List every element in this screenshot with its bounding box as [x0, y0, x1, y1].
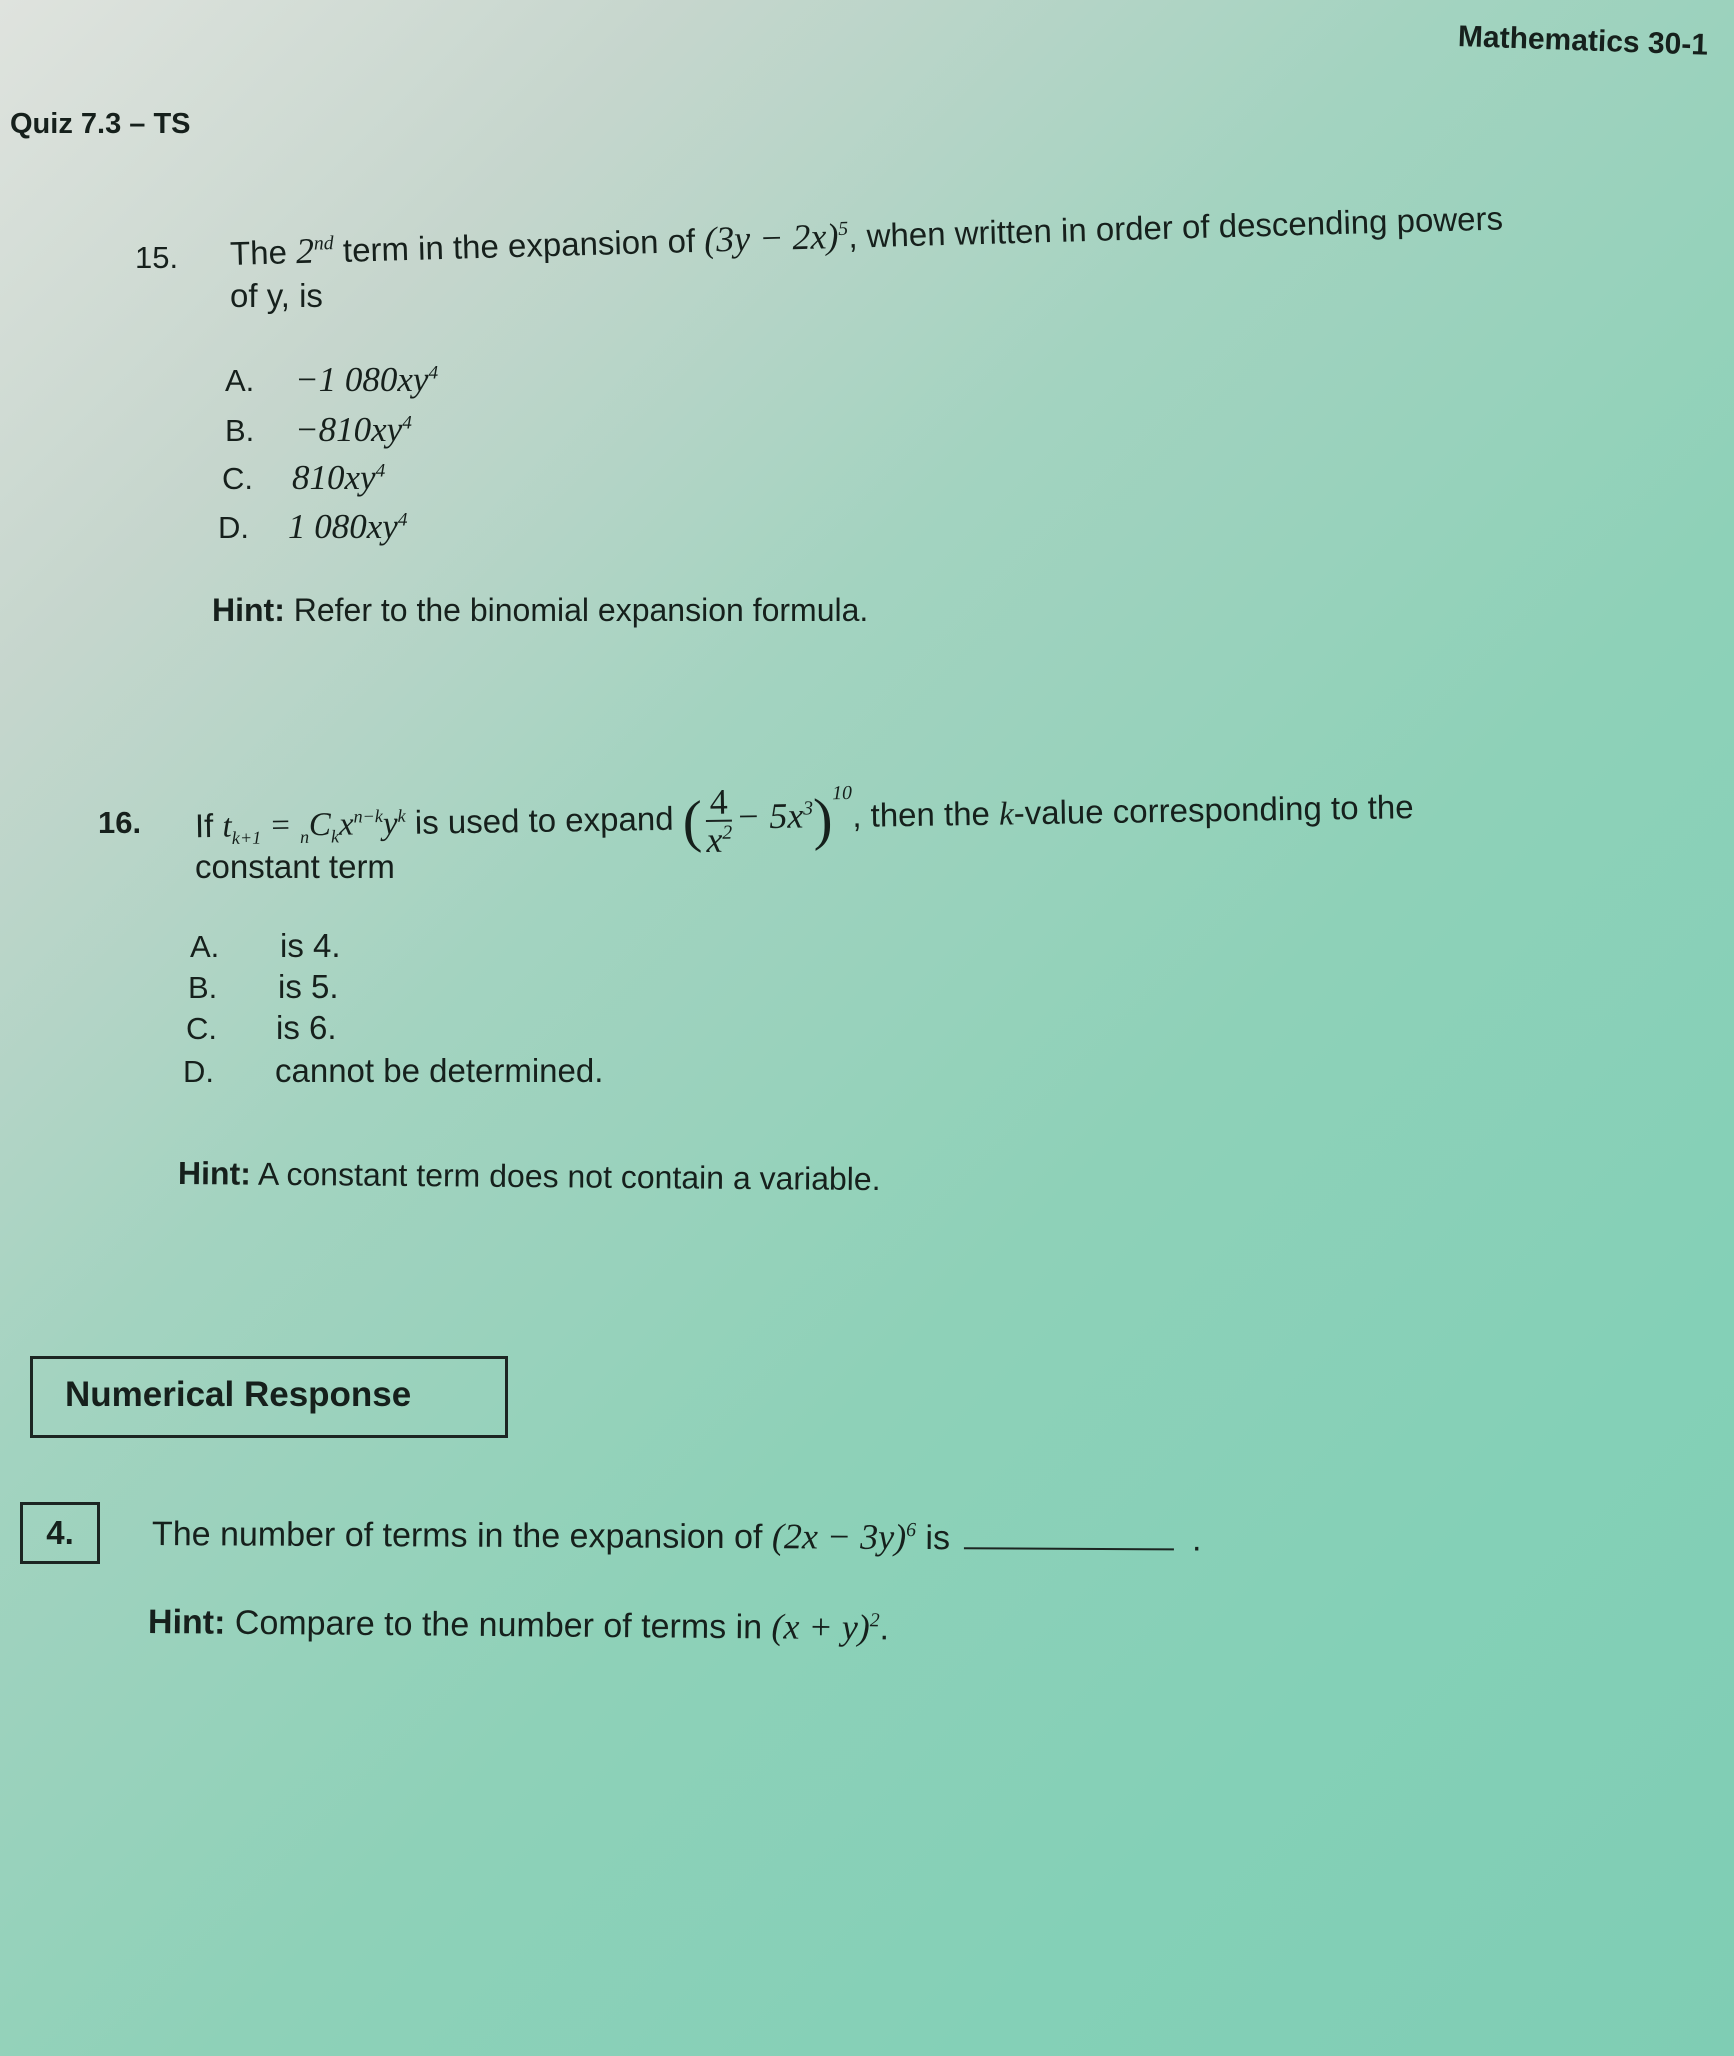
nr-text-is: is: [925, 1519, 951, 1558]
hint-text: A constant term does not contain a variable.: [257, 1155, 881, 1198]
q15-ordinal: [295, 230, 334, 271]
hint-label: Hint:: [212, 592, 285, 628]
formula-sub: k+1: [231, 827, 262, 849]
fraction-numerator: 4: [705, 784, 732, 822]
q15-choice-a[interactable]: [225, 360, 438, 400]
choice-text: is 4.: [280, 927, 341, 964]
nr-expr-base: (2x − 3y): [771, 1516, 907, 1557]
formula-y: y: [382, 806, 398, 843]
q16-choice-a[interactable]: [190, 927, 341, 965]
choice-value-base: 810xy: [292, 458, 376, 497]
hint-label: Hint:: [147, 1603, 226, 1642]
q16-choice-b[interactable]: [188, 968, 339, 1006]
choice-letter: A.: [225, 363, 255, 398]
course-title: Mathematics 30-1: [1457, 20, 1709, 62]
q15-text-after: , when written in order of descending powers: [847, 199, 1504, 255]
formula-equals: =: [260, 807, 301, 845]
q16-hint: [178, 1155, 881, 1198]
formula-yexp: k: [397, 805, 406, 827]
outer-exp: 10: [831, 782, 853, 805]
choice-value-base: 1 080xy: [288, 507, 398, 546]
choice-letter: C.: [186, 1011, 217, 1046]
q15-ordinal-number: 2: [295, 230, 315, 272]
q16-choice-c[interactable]: [186, 1009, 337, 1047]
formula-c: C: [308, 807, 332, 844]
nr-expr-exp: 6: [906, 1518, 917, 1542]
choice-letter: B.: [225, 413, 255, 448]
choice-value-exp: 4: [375, 460, 386, 482]
choice-text: is 5.: [278, 968, 339, 1005]
choice-value-base: −1 080xy: [295, 360, 429, 399]
q16-expression: [682, 781, 853, 860]
q16-stem-line2: constant term: [195, 848, 395, 885]
denominator-exp: 2: [722, 821, 733, 844]
choice-value: [295, 410, 412, 449]
q15-stem-line1: [229, 196, 1503, 274]
choice-value-exp: 4: [428, 362, 439, 384]
choice-value: [292, 458, 385, 497]
choice-letter: D.: [183, 1054, 214, 1089]
q15-expression: [704, 216, 849, 260]
formula-ck: k: [330, 826, 340, 847]
q15-choice-c[interactable]: [222, 458, 385, 498]
minus-term-exp: 3: [802, 797, 814, 820]
formula-n: n: [299, 827, 310, 848]
choice-value-exp: 4: [397, 509, 408, 531]
nr-period: .: [1191, 1520, 1202, 1559]
q16-text-after: , then the: [851, 794, 991, 834]
hint-text: Refer to the binomial expansion formula.: [293, 592, 869, 628]
open-paren: (: [682, 788, 703, 854]
formula-t: t: [222, 808, 232, 845]
quiz-title: Quiz 7.3 – TS: [10, 108, 191, 140]
q15-number: 15.: [135, 240, 179, 275]
denominator-base: x: [706, 819, 723, 860]
answer-blank[interactable]: [964, 1547, 1174, 1550]
q15-choice-b[interactable]: [225, 410, 412, 450]
hint-label: Hint:: [177, 1155, 252, 1192]
q16-text-if: If: [194, 806, 214, 845]
hint-text: Compare to the number of terms in: [234, 1603, 763, 1647]
nr-expression: [772, 1516, 916, 1557]
q15-text-mid: term in the expansion of: [342, 222, 696, 269]
q15-choice-d[interactable]: [218, 507, 407, 547]
q16-k-var: k: [998, 796, 1014, 833]
minus-term: − 5x: [735, 795, 804, 837]
formula-xexp: n−k: [353, 806, 384, 827]
choice-letter: D.: [218, 510, 249, 545]
close-paren: ): [812, 786, 834, 852]
choice-value-base: −810xy: [295, 410, 403, 449]
q16-formula: [222, 805, 406, 849]
hint-expr-exp: 2: [869, 1609, 880, 1632]
choice-value-exp: 4: [402, 412, 412, 434]
hint-expression: [771, 1606, 879, 1647]
q15-text-before: The: [229, 233, 288, 272]
nr-question: [152, 1512, 1202, 1559]
hint-expr-base: (x + y): [771, 1606, 870, 1648]
formula-x: x: [338, 806, 354, 844]
q15-stem-line2: of y, is: [230, 277, 323, 314]
choice-letter: B.: [188, 970, 218, 1005]
choice-text: is 6.: [276, 1009, 337, 1046]
fraction-denominator: [706, 819, 733, 860]
q16-text-end: -value corresponding to the: [1013, 788, 1414, 832]
choice-value: [288, 507, 407, 546]
choice-text: cannot be determined.: [275, 1052, 604, 1089]
q16-number: 16.: [98, 805, 142, 840]
q16-text-mid: is used to expand: [414, 799, 674, 841]
numerical-response-heading: Numerical Response: [65, 1375, 412, 1414]
nr-text: The number of terms in the expansion of: [151, 1515, 763, 1557]
nr-hint: [148, 1600, 889, 1648]
q16-choice-d[interactable]: [183, 1052, 603, 1090]
hint-period: .: [879, 1609, 890, 1648]
choice-value: [295, 360, 438, 399]
nr-question-number: 4.: [20, 1502, 100, 1564]
fraction: [705, 781, 733, 860]
q15-ordinal-sup: nd: [313, 232, 334, 255]
choice-letter: A.: [190, 929, 220, 964]
numerical-response-header: [30, 1356, 508, 1438]
q15-expr-exp: 5: [837, 217, 849, 241]
q15-expr-base: (3y − 2x): [703, 216, 839, 260]
choice-letter: C.: [222, 461, 253, 496]
q15-hint: [212, 592, 868, 629]
